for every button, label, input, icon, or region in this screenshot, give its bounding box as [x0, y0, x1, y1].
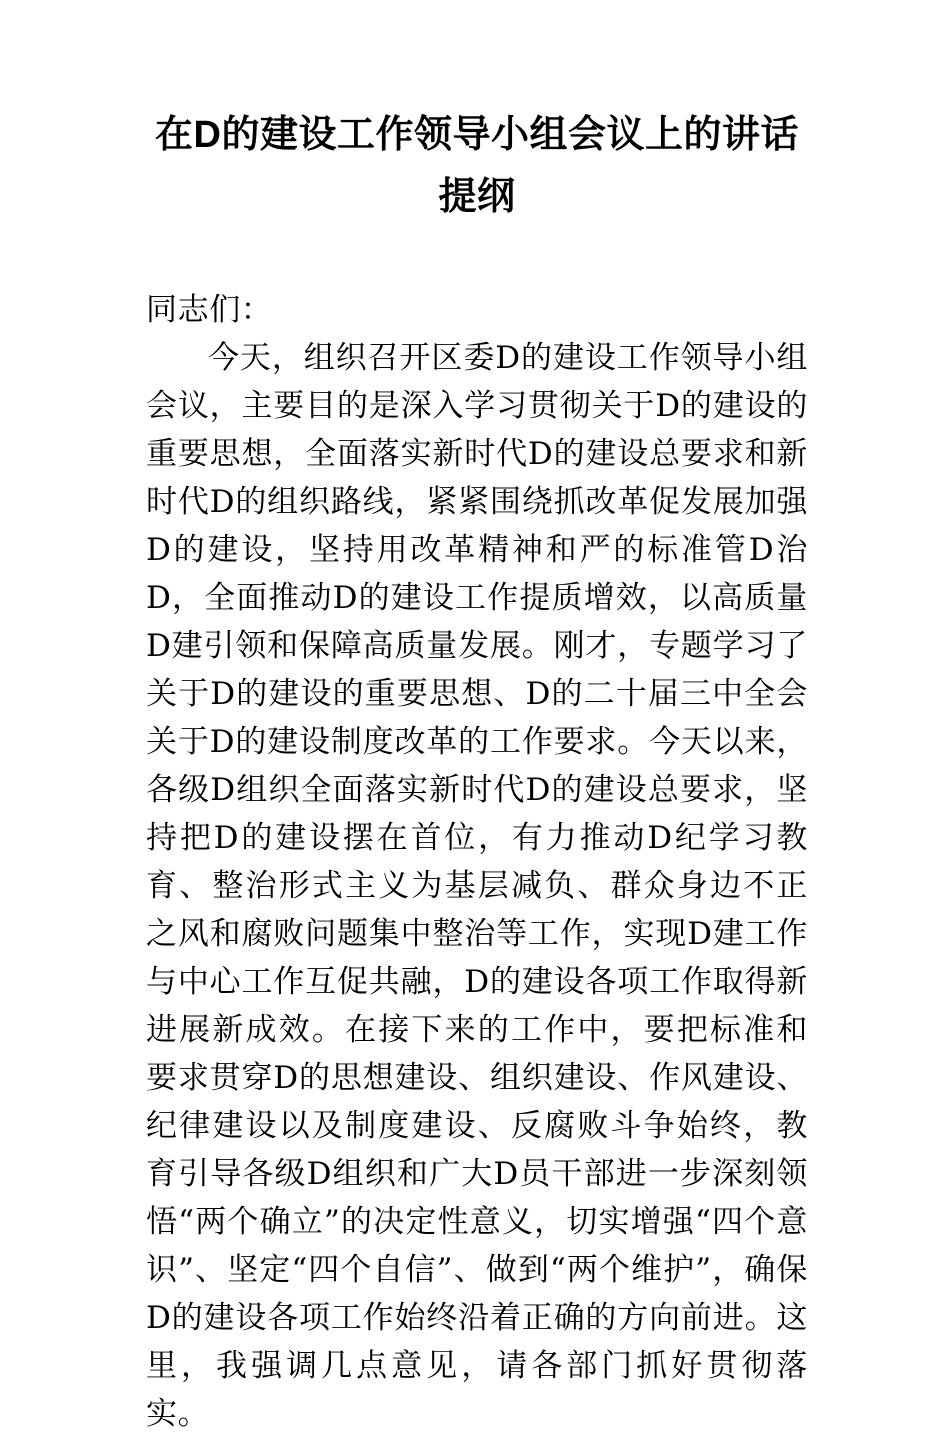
document-body [146, 286, 808, 1438]
paragraph-opening-remarks: 今天，组织召开区委D的建设工作领导小组会议，主要目的是深入学习贯彻关于D的建设的重要思想，全面落实新时代D的建设总要求和新时代D的组织路线，紧紧围绕抓改革促发展加强D的建设，坚持用改革精神和严的标准管D治D，全面推动D的建设工作提质增效，以高质量D建引领和保障高质量发展。刚才，专题学习了关于D的建设的重要思想、D的二十届三中全会关于D的建设制度改革的工作要求。今天以来，各级D组织全面落实新时代D的建设总要求，坚持把D的建设摆在首位，有力推动D纪学习教育、整治形式主义为基层减负、群众身边不正之风和腐败问题集中整治等工作，实现D建工作与中心工作互促共融，D的建设各项工作取得新进展新成效。在接下来的工作中，要把标准和要求贯穿D的思想建设、组织建设、作风建设、纪律建设以及制度建设、反腐败斗争始终，教育引导各级D组织和广大D员干部进一步深刻领悟“两个确立”的决定性意义，切实增强“四个意识”、坚定“四个自信”、做到“两个维护”，确保D的建设各项工作始终沿着正确的方向前进。这里，我强调几点意见，请各部门抓好贯彻落实。 [146, 340, 808, 1432]
page-title: 在D的建设工作领导小组会议上的讲话提纲 [155, 114, 799, 218]
paragraph-salutation: 同志们： [146, 292, 273, 328]
